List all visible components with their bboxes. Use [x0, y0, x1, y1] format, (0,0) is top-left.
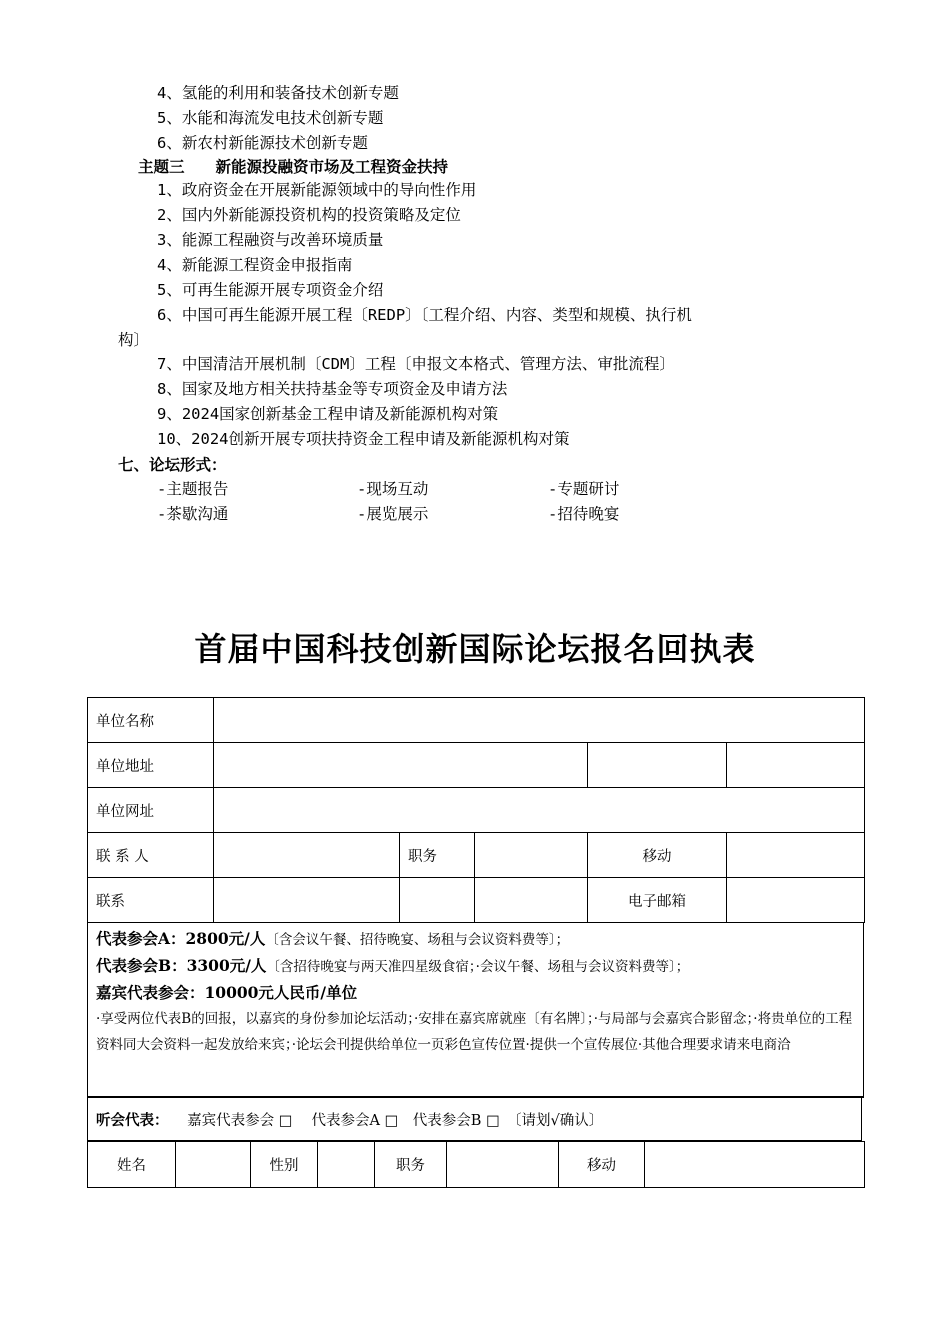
contact-person-field[interactable] [214, 833, 400, 878]
unit-website-label: 单位网址 [88, 788, 214, 833]
attendee-table [87, 1141, 865, 1188]
fee-notes [87, 922, 864, 1097]
forum-form: -主题报告 [157, 480, 229, 498]
contact-person-label: 联 系 人 [88, 833, 214, 878]
attendee-gender-field[interactable] [318, 1142, 375, 1188]
fee-vip-benefits: ·享受两位代表B的回报，以嘉宾的身份参加论坛活动；·安排在嘉宾席就座〔有名牌〕；·与局部与会嘉宾合影留念；·将贵单位的工程资料同大会资料一起发放给来宾；·论坛会刊提供给单位一页彩色宣传位置·提供一个宣传展位·其他合理要求请来电商洽 [96, 1011, 853, 1053]
contact-extra-field[interactable] [400, 878, 475, 923]
fee-a-label: 代表参会A：2800元/人 [96, 929, 266, 948]
topic-item: 10、2024创新开展专项扶持资金工程申请及新能源机构对策 [157, 430, 570, 448]
topic-item: 9、2024国家创新基金工程申请及新能源机构对策 [157, 405, 499, 423]
unit-website-field[interactable] [214, 788, 865, 833]
attendance-row [87, 1097, 862, 1141]
unit-name-label: 单位名称 [88, 698, 214, 743]
position-label: 职务 [400, 833, 475, 878]
attendee-mobile-label: 移动 [559, 1142, 645, 1188]
topic-item: 1、政府资金在开展新能源领域中的导向性作用 [157, 181, 477, 199]
topic-item: 4、氢能的利用和装备技术创新专题 [157, 84, 399, 102]
forum-form: -招待晚宴 [548, 505, 620, 523]
theme3-heading: 主题三 新能源投融资市场及工程资金扶持 [138, 158, 449, 176]
attendance-label: 听会代表： [96, 1113, 169, 1129]
topic-item: 8、国家及地方相关扶持基金等专项资金及申请方法 [157, 380, 508, 398]
section7-heading: 七、论坛形式： [118, 456, 227, 474]
fee-b-label: 代表参会B：3300元/人 [96, 956, 267, 975]
topic-item-wrap: 构〕 [118, 331, 150, 349]
topic-item: 5、可再生能源开展专项资金介绍 [157, 281, 384, 299]
position-field[interactable] [475, 833, 588, 878]
topic-item: 5、水能和海流发电技术创新专题 [157, 109, 384, 127]
attendee-gender-label: 性别 [251, 1142, 318, 1188]
attendee-position-field[interactable] [447, 1142, 559, 1188]
unit-address-extra-2[interactable] [727, 743, 865, 788]
unit-name-field[interactable] [214, 698, 865, 743]
forum-form: -现场互动 [357, 480, 429, 498]
form-title: 首届中国科技创新国际论坛报名回执表 [194, 630, 756, 668]
email-field[interactable] [727, 878, 865, 923]
topic-item: 7、中国清洁开展机制〔CDM〕工程〔申报文本格式、管理方法、审批流程〕 [157, 355, 675, 373]
mobile-label: 移动 [588, 833, 727, 878]
unit-address-field[interactable] [214, 743, 588, 788]
email-label: 电子邮箱 [588, 878, 727, 923]
topic-item: 4、新能源工程资金申报指南 [157, 256, 353, 274]
forum-form: -茶歇沟通 [157, 505, 229, 523]
contact-label: 联系 [88, 878, 214, 923]
unit-address-label: 单位地址 [88, 743, 214, 788]
attendee-mobile-field[interactable] [645, 1142, 865, 1188]
topic-item: 3、能源工程融资与改善环境质量 [157, 231, 384, 249]
attendee-name-label: 姓名 [88, 1142, 176, 1188]
fee-a-note: 〔含会议午餐、招待晚宴、场租与会议资料费等〕； [265, 932, 570, 948]
attendee-position-label: 职务 [375, 1142, 447, 1188]
topic-item: 6、新农村新能源技术创新专题 [157, 134, 368, 152]
attendee-name-field[interactable] [176, 1142, 251, 1188]
topic-item: 2、国内外新能源投资机构的投资策略及定位 [157, 206, 461, 224]
topic-item: 6、中国可再生能源开展工程〔REDP〕〔工程介绍、内容、类型和规模、执行机 [157, 306, 692, 324]
fee-b-note: 〔含招待晚宴与两天准四星级食宿；·会议午餐、场租与会议资料费等〕； [266, 959, 690, 975]
forum-form: -专题研讨 [548, 480, 620, 498]
attendance-options[interactable]: 嘉宾代表参会 □ 代表参会A □ 代表参会B □ 〔请划√确认〕 [187, 1113, 604, 1129]
registration-table [87, 697, 865, 923]
contact-field[interactable] [214, 878, 400, 923]
unit-address-extra-1[interactable] [588, 743, 727, 788]
divider [87, 1096, 864, 1098]
mobile-field[interactable] [727, 833, 865, 878]
forum-form: -展览展示 [357, 505, 429, 523]
contact-extra-field-2[interactable] [475, 878, 588, 923]
fee-vip-label: 嘉宾代表参会：10000元人民币/单位 [96, 983, 358, 1002]
